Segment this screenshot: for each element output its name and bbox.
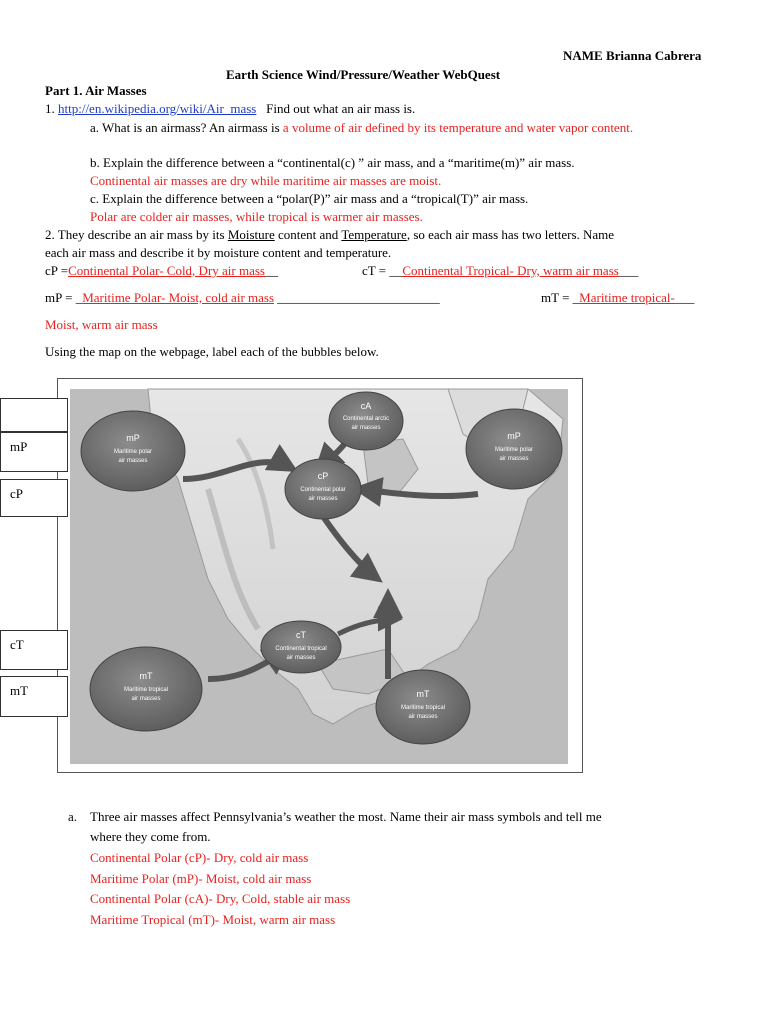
bubble-label-line2: air masses xyxy=(286,655,316,661)
q1c-answer: Polar are colder air masses, while tropical is warmer air masses. xyxy=(90,209,423,224)
question-1a xyxy=(90,120,633,136)
q1-number: 1. xyxy=(45,101,55,116)
bubble-code: mT xyxy=(416,689,430,699)
cP-answer-row xyxy=(45,263,278,279)
answer-item: Continental Polar (cP)- Dry, cold air mass xyxy=(90,850,309,865)
cT-lead: __ xyxy=(389,263,403,278)
bubble-mP-west xyxy=(81,411,185,491)
worksheet-title: Earth Science Wind/Pressure/Weather WebQuest xyxy=(226,67,501,82)
q1a-prompt: a. What is an airmass? An airmass is xyxy=(90,120,280,135)
north-america-map-graphic xyxy=(58,379,581,771)
q1b-answer: Continental air masses are dry while maritime air masses are moist. xyxy=(90,173,442,188)
bubble-label-line1: Maritime polar xyxy=(494,447,534,453)
q2-text-3: , so each air mass has two letters. Name xyxy=(406,227,615,242)
label-box-cP[interactable]: cP xyxy=(0,479,68,517)
q2-line2: each air mass and describe it by moisture content and temperature. xyxy=(45,245,392,260)
answer-item: Maritime Polar (mP)- Moist, cold air mass xyxy=(90,871,312,886)
mT-answer: Maritime tropical- xyxy=(579,290,675,305)
q1a-answer: a volume of air defined by its temperature and water vapor content. xyxy=(282,120,634,135)
bubble-label-line1: Continental polar xyxy=(300,487,346,493)
bubble-code: cT xyxy=(296,630,306,640)
bubble-code: mP xyxy=(126,433,140,443)
q2-temperature: Temperature xyxy=(341,227,407,242)
question-1 xyxy=(45,101,415,117)
question-2 xyxy=(45,227,614,243)
bubble-label-line2: air masses xyxy=(499,456,529,462)
mT-label: mT = xyxy=(541,290,570,305)
bubble-code: mT xyxy=(139,671,153,681)
cP-trail: __ xyxy=(265,263,278,278)
mP-answer: Maritime Polar- Moist, cold air mass xyxy=(82,290,275,305)
bubble-code: mP xyxy=(507,431,521,441)
question-a-prompt-line1: Three air masses affect Pennsylvania’s weather the most. Name their air mass symbols and tell me xyxy=(90,809,602,824)
bubble-label-line2: air masses xyxy=(351,425,381,431)
mP-label: mP = xyxy=(45,290,73,305)
bubble-label-line2: air masses xyxy=(408,714,438,720)
question-a-prompt-line2: where they come from. xyxy=(90,829,211,844)
bubble-label-line1: Continental arctic xyxy=(342,416,390,422)
cP-answer: Continental Polar- Cold, Dry air mass xyxy=(68,263,265,278)
cP-label: cP = xyxy=(45,263,69,278)
bubble-label-line2: air masses xyxy=(118,458,148,464)
bubble-label-line2: air masses xyxy=(131,696,161,702)
cT-trail: ___ xyxy=(618,263,639,278)
bubble-label-line1: Maritime polar xyxy=(113,449,153,455)
bubble-mT-gulf xyxy=(376,670,470,744)
label-box-mP[interactable]: mP xyxy=(0,432,68,472)
mP-lead: _ xyxy=(75,290,83,305)
q1c-prompt: c. Explain the difference between a “polar(P)” air mass and a “tropical(T)” air mass. xyxy=(90,191,529,206)
mT-lead: _ xyxy=(572,290,580,305)
part1-heading: Part 1. Air Masses xyxy=(45,83,147,98)
cT-label: cT = xyxy=(362,263,387,278)
bubble-label-line2: air masses xyxy=(308,496,338,502)
mT-trail: ___ xyxy=(674,290,695,305)
bubble-label-line1: Maritime tropical xyxy=(400,705,446,711)
bubble-code: cA xyxy=(360,401,372,411)
bubble-mT-west xyxy=(90,647,202,731)
student-name: NAME Brianna Cabrera xyxy=(563,48,702,63)
bubble-cP xyxy=(285,459,361,519)
air-mass-map xyxy=(57,378,583,773)
map-instruction: Using the map on the webpage, label each of the bubbles below. xyxy=(45,344,379,359)
answer-item: Continental Polar (cA)- Dry, Cold, stable air mass xyxy=(90,891,351,906)
label-box-empty[interactable] xyxy=(0,398,68,432)
wikipedia-link[interactable]: http://en.wikipedia.org/wiki/Air_mass xyxy=(58,101,257,116)
question-a-marker: a. xyxy=(68,809,78,824)
q2-moisture: Moisture xyxy=(227,227,275,242)
bubble-cT xyxy=(261,621,341,673)
q2-text-1: 2. They describe an air mass by its xyxy=(45,227,225,242)
mP-answer-row xyxy=(45,290,440,306)
answer-item: Maritime Tropical (mT)- Moist, warm air mass xyxy=(90,912,336,927)
bubble-mP-east xyxy=(466,409,562,489)
q1-instruction: Find out what an air mass is. xyxy=(266,101,416,116)
cT-answer-row xyxy=(362,263,638,279)
q2-text-2: content and xyxy=(278,227,339,242)
bubble-label-line1: Continental tropical xyxy=(275,646,327,652)
label-box-mT[interactable]: mT xyxy=(0,676,68,717)
q1b-prompt: b. Explain the difference between a “continental(c) ” air mass, and a “maritime(m)” air mass. xyxy=(90,155,575,170)
bubble-code: cP xyxy=(317,471,329,481)
bubble-label-line1: Maritime tropical xyxy=(123,687,169,693)
label-box-cT[interactable]: cT xyxy=(0,630,68,670)
mT-answer-continued: Moist, warm air mass xyxy=(45,317,158,332)
bubble-cA xyxy=(329,392,403,450)
mT-answer-row xyxy=(541,290,694,306)
mP-trail: _________________________ xyxy=(277,290,440,305)
cT-answer: Continental Tropical- Dry, warm air mass xyxy=(402,263,619,278)
